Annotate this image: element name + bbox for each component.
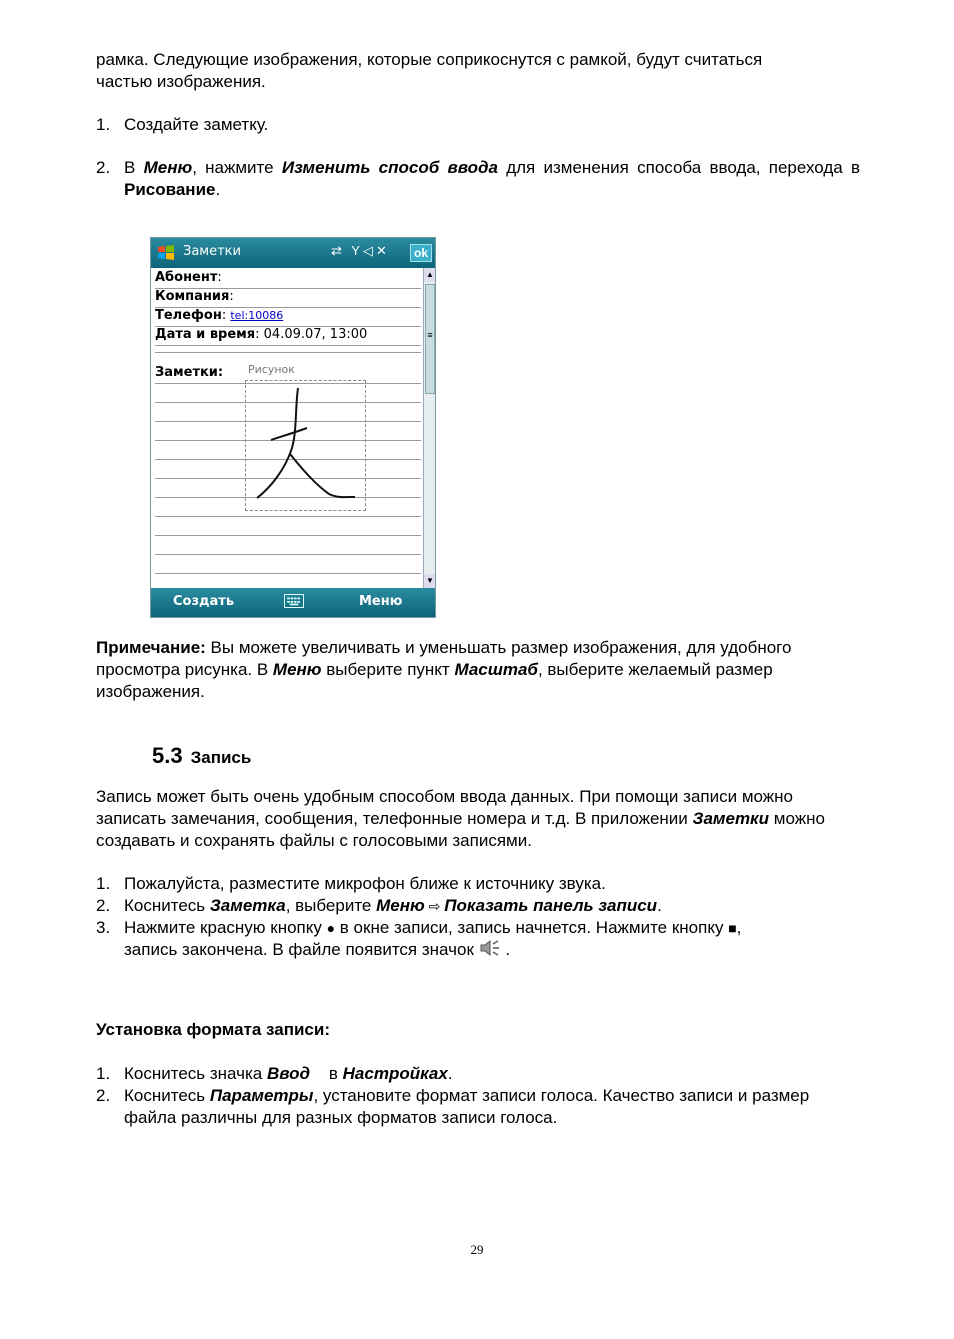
create-button[interactable]: Создать <box>173 594 235 609</box>
section-number: 5.3 <box>152 743 183 768</box>
section-title: Запись <box>190 748 252 767</box>
text-run: Коснитесь <box>124 896 210 915</box>
divider <box>155 352 421 353</box>
text-run: , установите формат записи голоса. Качество записи и размер файла различны для разных форматов записи голоса. <box>124 1086 810 1127</box>
input-term: Ввод <box>266 1064 310 1083</box>
text-run: В <box>124 158 144 177</box>
field-label: Компания <box>155 289 230 304</box>
text-run: выберите пункт <box>321 660 455 679</box>
field-company[interactable]: Компания: <box>155 288 421 308</box>
text-run: , выберите желаемый размер изображения. <box>96 660 773 701</box>
field-datetime[interactable] <box>155 326 421 346</box>
field-label: Телефон <box>155 308 222 323</box>
text-run: , <box>736 918 742 937</box>
list-text <box>124 1085 860 1129</box>
list-item <box>96 157 860 201</box>
field-subscriber[interactable]: Абонент: <box>155 269 421 289</box>
title-bar <box>151 238 435 268</box>
notes-label: Заметки: <box>155 365 224 380</box>
section-intro <box>96 786 860 852</box>
record-dot-icon: ● <box>326 920 336 936</box>
ruled-line <box>155 554 421 555</box>
list-text: Создайте заметку. <box>124 115 269 134</box>
list-item <box>96 114 860 136</box>
soft-key-bar <box>151 588 435 617</box>
scroll-down-icon[interactable]: ▼ <box>424 574 436 588</box>
list-text <box>124 1063 860 1085</box>
list-text <box>124 157 860 201</box>
device-screenshot <box>150 237 436 618</box>
windows-logo-icon[interactable] <box>157 244 175 262</box>
list-text <box>124 895 860 917</box>
text-run: Коснитесь <box>124 1086 210 1105</box>
app-title: Заметки <box>183 244 241 259</box>
text-run: . <box>500 940 511 959</box>
status-icons[interactable]: ⇄ Y◁✕ <box>331 243 390 258</box>
text-run: в окне записи, запись начнется. Нажмите кнопку <box>335 918 729 937</box>
sketch-label: Рисунок <box>248 363 295 376</box>
scroll-up-icon[interactable]: ▲ <box>424 268 436 282</box>
text-run: . <box>657 896 662 915</box>
list-number: 2. <box>96 896 111 915</box>
field-value: : 04.09.07, 13:00 <box>255 327 368 342</box>
list-number: 1. <box>96 115 111 134</box>
text-run: Вы можете увеличивать и уменьшать размер изображения, для удобного просмотра рисунка. В <box>96 638 792 679</box>
text-run: Запись может быть очень удобным способом ввода данных. При помощи записи можно записать замечания, сообщения, телефонные номера и т.д. В приложении <box>96 787 793 828</box>
notes-term: Заметки <box>692 809 770 828</box>
drawing-term: Рисование <box>124 180 216 199</box>
text-run: . <box>215 180 221 199</box>
parameters-term: Параметры <box>209 1086 314 1105</box>
list-text: Пожалуйста, разместите микрофон ближе к источнику звука. <box>124 874 606 893</box>
list-item <box>96 873 860 895</box>
note-label: Примечание: <box>96 638 206 657</box>
intro-paragraph <box>96 49 860 93</box>
list-item <box>96 1063 860 1085</box>
text-run: для изменения способа ввода, перехода в <box>497 158 860 177</box>
intro-line-1: рамка. Следующие изображения, которые соприкоснутся с рамкой, будут считаться <box>96 50 763 69</box>
menu-term: Меню <box>376 896 425 915</box>
ruled-line <box>155 573 421 574</box>
ruled-line <box>155 516 421 517</box>
scale-term: Масштаб <box>454 660 538 679</box>
text-run: можно создавать и сохранять файлы с голосовыми записями. <box>96 809 825 850</box>
ok-button[interactable]: ok <box>410 244 432 262</box>
menu-button[interactable]: Меню <box>359 594 403 609</box>
menu-term: Меню <box>143 158 193 177</box>
text-run: Коснитесь значка <box>124 1064 267 1083</box>
settings-term: Настройках <box>342 1064 448 1083</box>
arrow-right-icon: ⇨ <box>424 898 445 914</box>
list-number: 3. <box>96 918 111 937</box>
list-item <box>96 1085 860 1129</box>
list-number: 1. <box>96 874 111 893</box>
text-run: . <box>447 1064 453 1083</box>
note-form <box>151 268 423 588</box>
field-label: Дата и время <box>155 327 256 342</box>
format-heading: Установка формата записи: <box>96 1020 330 1039</box>
section-heading <box>152 743 251 769</box>
text-run: Нажмите красную кнопку <box>124 918 327 937</box>
menu-term: Меню <box>272 660 322 679</box>
page-number: 29 <box>470 1242 484 1257</box>
field-phone[interactable]: Телефон: tel:10086 <box>155 307 421 327</box>
handwritten-drawing[interactable] <box>245 380 366 511</box>
list-item <box>96 895 860 917</box>
keyboard-icon[interactable] <box>284 594 304 608</box>
text-run: в <box>310 1064 343 1083</box>
text-run: , выберите <box>285 896 377 915</box>
list-item <box>96 917 860 961</box>
list-number: 2. <box>96 1086 111 1105</box>
list-number: 1. <box>96 1064 111 1083</box>
list-number: 2. <box>96 158 111 177</box>
change-input-term: Изменить способ ввода <box>281 158 498 177</box>
show-record-bar-term: Показать панель записи <box>444 896 658 915</box>
intro-line-2: частью изображения. <box>96 72 266 91</box>
stop-square-icon: ■ <box>728 920 737 936</box>
note-paragraph <box>96 637 860 703</box>
text-run: , нажмите <box>192 158 282 177</box>
note-term: Заметка <box>209 896 286 915</box>
field-label: Абонент <box>155 270 218 285</box>
phone-link[interactable]: tel:10086 <box>230 309 284 322</box>
list-text <box>124 917 860 961</box>
scroll-thumb[interactable]: ≡ <box>425 284 435 394</box>
scrollbar[interactable] <box>423 268 436 588</box>
speaker-icon <box>479 939 501 957</box>
text-run: запись закончена. В файле появится значок <box>124 940 479 959</box>
ruled-line <box>155 535 421 536</box>
